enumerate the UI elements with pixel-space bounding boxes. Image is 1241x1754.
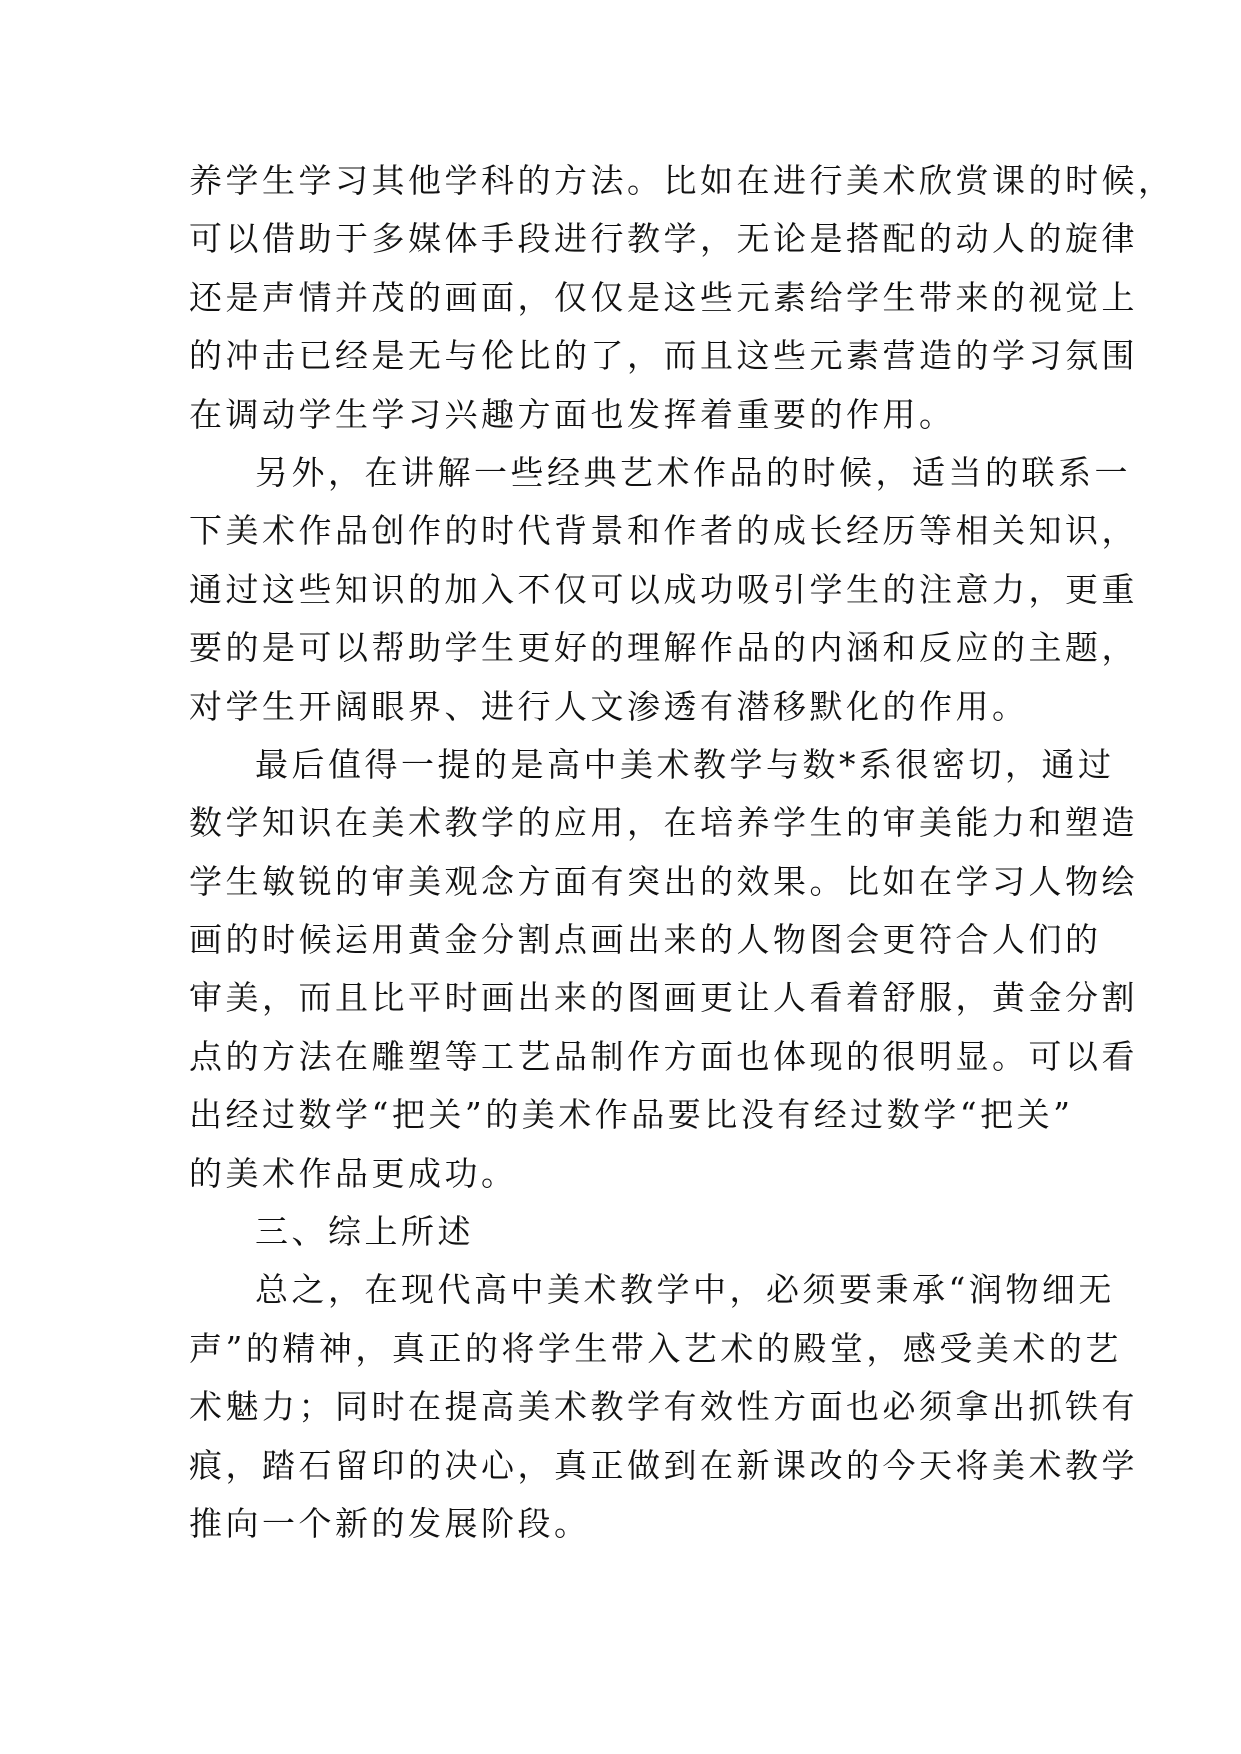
text-line: 的冲击已经是无与伦比的了，而且这些元素营造的学习氛围	[189, 336, 1138, 376]
paragraph-first-line: 最后值得一提的是高中美术教学与数*系很密切，通过	[255, 744, 1115, 784]
text-line: 出经过数学“把关”的美术作品要比没有经过数学“把关”	[189, 1095, 1074, 1135]
text-line: 声”的精神，真正的将学生带入艺术的殿堂，感受美术的艺	[189, 1328, 1122, 1368]
document-body-text	[189, 152, 1175, 1553]
text-line: 数学知识在美术教学的应用，在培养学生的审美能力和塑造	[189, 803, 1138, 843]
text-line: 通过这些知识的加入不仅可以成功吸引学生的注意力，更重	[189, 569, 1138, 609]
text-line: 可以借助于多媒体手段进行教学，无论是搭配的动人的旋律	[189, 219, 1138, 259]
text-line: 对学生开阔眼界、进行人文渗透有潜移默化的作用。	[189, 686, 1029, 726]
text-line: 下美术作品创作的时代背景和作者的成长经历等相关知识，	[189, 511, 1138, 551]
text-line: 在调动学生学习兴趣方面也发挥着重要的作用。	[189, 394, 956, 434]
text-line: 推向一个新的发展阶段。	[189, 1503, 591, 1543]
text-line: 痕，踏石留印的决心，真正做到在新课改的今天将美术教学	[189, 1445, 1138, 1485]
paragraph-first-line: 三、综上所述	[255, 1212, 474, 1252]
text-line: 画的时候运用黄金分割点画出来的人物图会更符合人们的	[189, 920, 1102, 960]
text-line: 点的方法在雕塑等工艺品制作方面也体现的很明显。可以看	[189, 1036, 1138, 1076]
text-line: 学生敏锐的审美观念方面有突出的效果。比如在学习人物绘	[189, 861, 1138, 901]
text-line: 术魅力；同时在提高美术教学有效性方面也必须拿出抓铁有	[189, 1387, 1138, 1427]
text-line: 还是声情并茂的画面，仅仅是这些元素给学生带来的视觉上	[189, 277, 1138, 317]
paragraph-first-line: 另外，在讲解一些经典艺术作品的时候，适当的联系一	[255, 452, 1131, 492]
paragraph-first-line: 总之，在现代高中美术教学中，必须要秉承“润物细无	[255, 1270, 1115, 1310]
text-line: 养学生学习其他学科的方法。比如在进行美术欣赏课的时候，	[189, 161, 1175, 200]
text-line: 要的是可以帮助学生更好的理解作品的内涵和反应的主题，	[189, 628, 1138, 668]
text-line: 审美，而且比平时画出来的图画更让人看着舒服，黄金分割	[189, 978, 1138, 1018]
text-line: 的美术作品更成功。	[189, 1153, 518, 1193]
